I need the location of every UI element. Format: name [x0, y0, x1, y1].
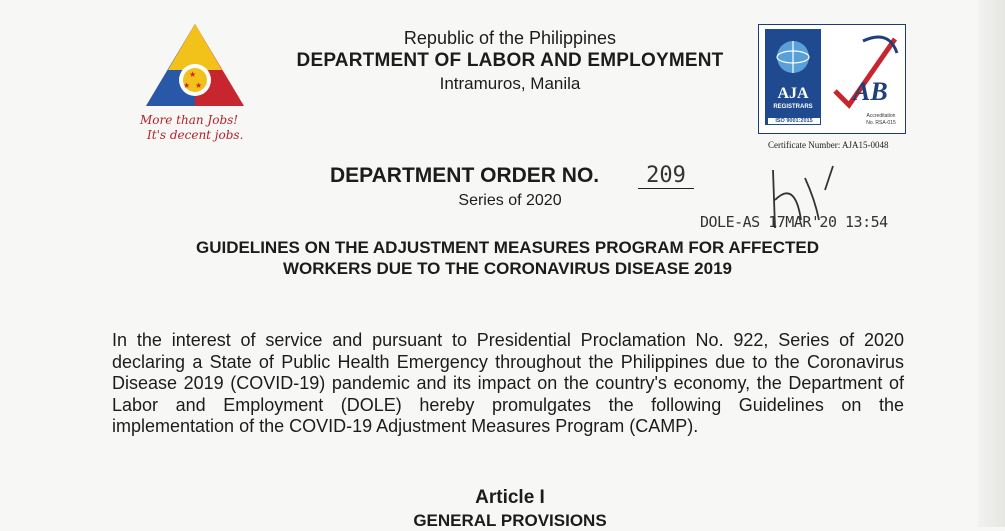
accreditation-label: Accreditation No. RSA-015	[866, 113, 896, 126]
jab-label: AB	[853, 77, 888, 106]
scan-edge-shadow	[978, 0, 1005, 527]
globe-icon	[775, 37, 811, 79]
iso-standard-label: ISO 9001:2015	[768, 118, 820, 124]
guidelines-title-line-1: GUIDELINES ON THE ADJUSTMENT MEASURES PROGRAM FOR AFFECTED	[195, 238, 820, 257]
aja-registrars-mark	[765, 29, 821, 125]
svg-text:★: ★	[195, 81, 203, 90]
order-series: Series of 2020	[458, 192, 562, 209]
order-title: DEPARTMENT ORDER NO.	[330, 164, 600, 187]
guidelines-title-line-2: WORKERS DUE TO THE CORONAVIRUS DISEASE 2019	[282, 259, 732, 278]
article-heading: Article I	[475, 487, 545, 508]
svg-text:★: ★	[183, 81, 191, 90]
certificate-number: Certificate Number: AJA15-0048	[768, 140, 889, 150]
received-stamp: DOLE-AS 17MAR'20 13:54	[700, 213, 888, 231]
republic-heading: Republic of the Philippines	[403, 28, 617, 48]
registrars-label: REGISTRARS	[773, 104, 813, 110]
iso-certification-badge	[758, 24, 906, 134]
body-paragraph: In the interest of service and pursuant to Presidential Proclamation No. 922, Series of 2020 declaring a State of Public Health Emergency throughout the Philippines due to the Coronavirus Disease 2019 (COVID-19) pandemic and its impact on the country's economy, the Department of Labor and Employment (DOLE) hereby promulgates the following Guidelines on the implementation of the COVID-19 Adjustment Measures Program (CAMP).	[112, 330, 904, 436]
svg-text:★: ★	[189, 70, 197, 79]
address-line: Intramuros, Manila	[439, 74, 581, 93]
dole-logo	[138, 22, 253, 114]
department-heading: DEPARTMENT OF LABOR AND EMPLOYMENT	[296, 50, 724, 71]
aja-label: AJA	[777, 85, 809, 102]
logo-tagline-1: More than Jobs!	[140, 113, 239, 127]
logo-tagline-2: It's decent jobs.	[147, 128, 244, 142]
order-number: 209	[638, 163, 694, 189]
article-subheading: GENERAL PROVISIONS	[413, 511, 607, 530]
